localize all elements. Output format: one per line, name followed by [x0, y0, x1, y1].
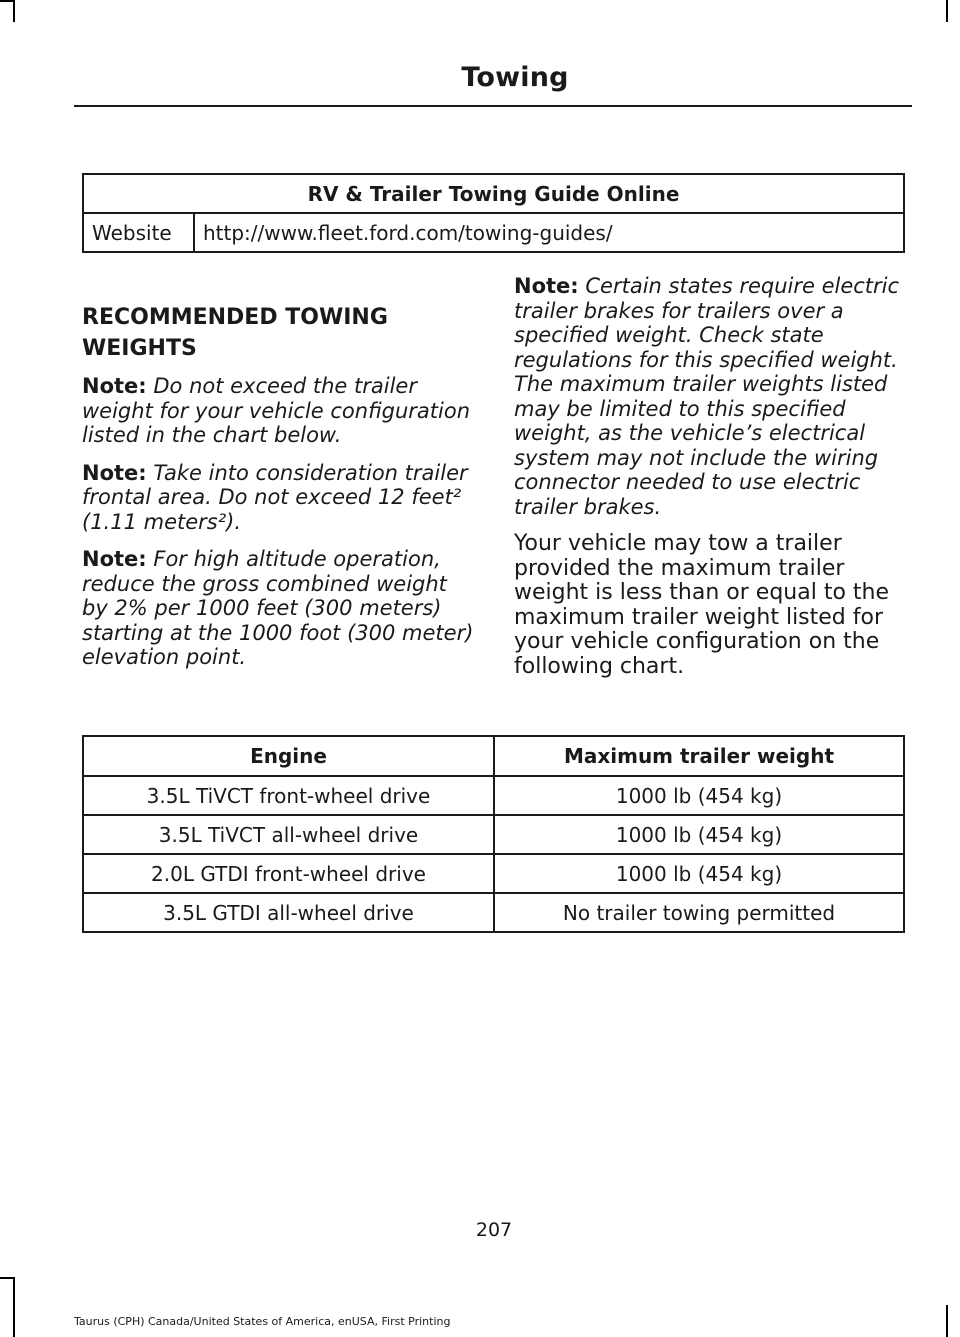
table-title: RV & Trailer Towing Guide Online: [83, 174, 904, 213]
note-text: Certain states require electric trailer brakes for trailers over a specified weight. Check state regulations for this specified weight. The maximum trailer weights listed may be limited to this specified weight, as the vehicle’s electrical system may not include the wiring connector needed to use electric trailer brakes.: [514, 274, 900, 519]
table-header-row: [83, 736, 904, 776]
table-row: [83, 854, 904, 893]
table-header-row: [83, 174, 904, 213]
table-cell-engine: 3.5L TiVCT front-wheel drive: [83, 776, 494, 815]
right-column: [514, 274, 908, 679]
crop-mark: [13, 0, 15, 22]
section-heading: RECOMMENDED TOWING WEIGHTS: [82, 305, 388, 361]
table-cell-engine: 3.5L TiVCT all-wheel drive: [83, 815, 494, 854]
website-link[interactable]: http://www.fleet.ford.com/towing-guides/: [194, 213, 904, 252]
note-label: Note:: [82, 460, 147, 485]
crop-mark: [13, 1277, 15, 1337]
note-label: Note:: [514, 274, 579, 298]
note: [82, 461, 476, 535]
footer-text: Taurus (CPH) Canada/United States of America, enUSA, First Printing: [74, 1315, 451, 1328]
towing-guide-table: [82, 173, 905, 253]
note: [82, 374, 476, 448]
table-cell-weight: 1000 lb (454 kg): [494, 776, 904, 815]
table-row: [83, 893, 904, 932]
header-rule: [74, 105, 912, 107]
table-cell-engine: 3.5L GTDI all-wheel drive: [83, 893, 494, 932]
table-cell-key: Website: [83, 213, 194, 252]
table-row: [83, 815, 904, 854]
column-header-max-weight: Maximum trailer weight: [494, 736, 904, 776]
crop-mark: [946, 0, 948, 22]
note-label: Note:: [82, 374, 147, 398]
body-paragraph: Your vehicle may tow a trailer provided the maximum trailer weight is less than or equal to the maximum trailer weight listed for your vehicle configuration on the following chart.: [514, 531, 889, 679]
table-cell-engine: 2.0L GTDI front-wheel drive: [83, 854, 494, 893]
table-row: [83, 776, 904, 815]
page-number: 207: [475, 1219, 513, 1241]
note-text: Take into consideration trailer frontal area. Do not exceed 12 feet² (1.11 meters²).: [82, 460, 468, 534]
table-cell-weight: 1000 lb (454 kg): [494, 854, 904, 893]
table-cell-weight: 1000 lb (454 kg): [494, 815, 904, 854]
note-text: For high altitude operation, reduce the gross combined weight by 2% per 1000 feet (300 meters) starting at the 1000 foot (300 meter) elevation point.: [82, 547, 474, 669]
table-cell-weight: No trailer towing permitted: [494, 893, 904, 932]
page-title: Towing: [461, 62, 569, 93]
note-text: Do not exceed the trailer weight for your vehicle configuration listed in the chart below.: [82, 374, 471, 447]
left-column: [82, 302, 476, 683]
table-row: [83, 213, 904, 252]
crop-mark: [946, 1305, 948, 1337]
note: [514, 274, 908, 519]
column-header-engine: Engine: [83, 736, 494, 776]
note-label: Note:: [82, 547, 147, 571]
note: [82, 547, 476, 670]
trailer-weight-table: [82, 735, 905, 933]
crop-mark: [0, 1277, 13, 1279]
crop-mark: [0, 0, 13, 2]
